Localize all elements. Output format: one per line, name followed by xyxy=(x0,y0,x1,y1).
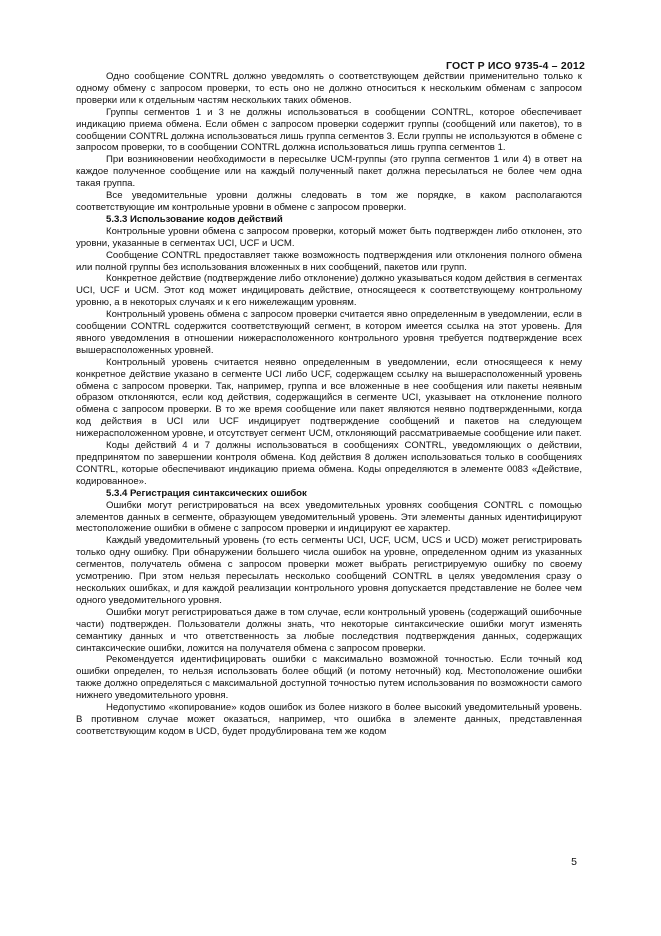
paragraph: Все уведомительные уровни должны следовать в том же порядке, в каком располагаются соответствующие им контрольные уровни в обмене с запросом проверки. xyxy=(76,190,582,213)
paragraph: Каждый уведомительный уровень (то есть сегменты UCI, UCF, UCM, UCS и UCD) может регистрировать только одну ошибку. При обнаружении большего числа ошибок на уровне, определенном одним из указанных сегментов, получатель обмена с запросом проверки может выбрать регистрируемую ошибку по своему усмотрению. При этом нельзя пересылать несколько сообщений CONTRL в целях уведомления сразу о нескольких ошибках, и для каждой реализации контрольного уровня допускается представление не более чем одного уведомительного уровня. xyxy=(76,535,582,606)
paragraph: Контрольный уровень считается неявно определенным в уведомлении, если относящееся к нему конкретное действие указано в сегменте UCI либо UCF, содержащем ссылку на вышерасположенный уровень обмена с запросом проверки. Так, например, группа и все вложенные в нее сообщения или пакеты неявным образом отклоняются, если код действия, содержащийся в сегменте UCI, указывает на отклонение полного обмена с запросом проверки. В то же время сообщение или пакет являются неявно подтвержденными, когда код действия в UCI или UCF индицирует подтверждение сообщений и пакетов на следующем нижерасположенном уровне, и отсутствует сегмент UCM, отклоняющий рассматриваемые сообщение или пакет. xyxy=(76,356,582,440)
section-heading: 5.3.3 Использование кодов действий xyxy=(106,213,283,225)
paragraph: Группы сегментов 1 и 3 не должны использоваться в сообщении CONTRL, которое обеспечивает индикацию приема обмена. Если обмен с запросом проверки содержит группы (сообщений или пакетов), то в сообщении CONTRL должна использоваться лишь группа сегментов 3. Если группы не используются в обмене с запросом проверки, то в сообщении CONTRL должна использоваться лишь группа сегментов 1. xyxy=(76,106,582,154)
paragraph: Ошибки могут регистрироваться даже в том случае, если контрольный уровень (содержащий ошибочные части) подтвержден. Пользователи должны знать, что некоторые синтаксические ошибки могут изменять семантику данных и что ответственность за любые последствия подтверждения данных, содержащих синтаксические ошибки, ложится на получателя обмена с запросом проверки. xyxy=(76,606,582,654)
paragraph: Ошибки могут регистрироваться на всех уведомительных уровнях сообщения CONTRL с помощью элементов данных в сегменте, образующем уведомительный уровень. Эти элементы данных идентифицируют местоположение ошибки в обмене с запросом проверки и индицируют ее характер. xyxy=(76,499,582,535)
paragraph: Коды действий 4 и 7 должны использоваться в сообщениях CONTRL, уведомляющих о действии, предпринятом по завершении контроля обмена. Код действия 8 должен использоваться только в сообщениях CONTRL, которые обеспечивают индикацию приема обмена. Коды определяются в элементе 0083 «Действие, кодированное». xyxy=(76,440,582,487)
document-code: ГОСТ Р ИСО 9735-4 – 2012 xyxy=(445,60,585,72)
paragraph: Контрольный уровень обмена с запросом проверки считается явно определенным в уведомлении, если в сообщении CONTRL содержится соответствующий сегмент, в котором имеется ссылка на этот уровень. Для явного уведомления в отношении нижерасположенного контрольного уровня требуется подтверждение всех вышерасположенных уровней. xyxy=(76,309,582,356)
paragraph: Рекомендуется идентифицировать ошибки с максимально возможной точностью. Если точный код ошибки определен, то нельзя использовать более общий (и потому неточный) код. Местоположение ошибки также должно определяться с максимальной доступной точностью путем использования по возможности самого нижнего уведомительного уровня. xyxy=(76,654,582,702)
paragraph: Одно сообщение CONTRL должно уведомлять о соответствующем действии применительно только к одному обмену с запросом проверки, то есть оно не должно относиться к нескольким обменам с запросом проверки или к отдельным частям нескольких таких обменов. xyxy=(76,71,582,106)
section-heading: 5.3.4 Регистрация синтаксических ошибок xyxy=(106,487,307,499)
paragraph: Сообщение CONTRL предоставляет также возможность подтверждения или отклонения полного обмена или полной группы без использования вложенных в них сообщений, пакетов или групп. xyxy=(76,249,582,273)
paragraph: Конкретное действие (подтверждение либо отклонение) должно указываться кодом действия в сегментах UCI, UCF и UCM. Этот код может индицировать действие, относящееся к соответствующему контрольному уровню, а в некоторых случаях и к его нижележащим уровням. xyxy=(76,273,582,309)
page-number: 5 xyxy=(571,856,577,868)
paragraph: При возникновении необходимости в пересылке UCM-группы (это группа сегментов 1 или 4) в ответ на каждое полученное сообщение или на каждый полученный пакет должна пересылаться не более чем одна такая группа. xyxy=(76,154,582,190)
document-body xyxy=(76,71,582,738)
paragraph: Недопустимо «копирование» кодов ошибок из более низкого в более высокий уведомительный уровень. В противном случае может оказаться, например, что ошибка в элементе данных, представленная соответствующим кодом в UCD, будет продублирована тем же кодом xyxy=(76,702,582,737)
paragraph: Контрольные уровни обмена с запросом проверки, который может быть подтвержден либо отклонен, это уровни, указанные в сегментах UCI, UCF и UCM. xyxy=(76,225,582,249)
